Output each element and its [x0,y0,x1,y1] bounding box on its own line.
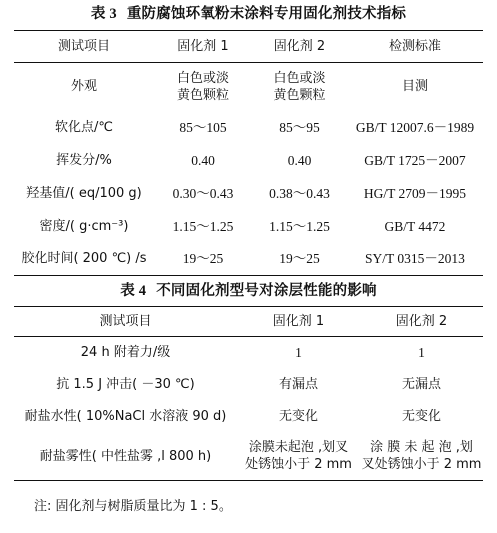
table4 [14,306,483,481]
table3-header-item: 测试项目 [14,31,154,63]
table3-cell-agent1: 0.30～0.43 [172,185,234,201]
table-row [14,177,483,210]
table3-cell-standard: SY/T 0315－2013 [365,251,465,267]
table-row [14,337,483,369]
cell-line: 白色或淡 [176,70,229,86]
table4-cell-item: 24 h 附着力/级 [80,345,171,361]
table4-title: 不同固化剂型号对涂层性能的影响 [156,283,377,299]
table4-cell-agent1: 无变化 [278,409,318,424]
table4-cell-agent2: 1 [418,345,425,361]
table3-cell-standard: GB/T 1725－2007 [364,152,466,168]
table3-cell-agent1: 85～105 [179,119,227,135]
table3-cell-item: 软化点/℃ [55,119,113,135]
table4-number: 表 4 [120,283,147,299]
table4-header-curing-agent-2: 固化剂 2 [360,307,483,337]
table3-cell-standard: HG/T 2709－1995 [363,185,467,201]
cell-line: 处锈蚀小于 2 mm [245,457,352,473]
cell-line: 叉处锈蚀小于 2 mm [361,457,482,473]
table4-cell-item: 抗 1.5 J 冲击( －30 ℃) [56,377,195,392]
table4-cell-agent2: 无漏点 [401,377,441,392]
table3 [14,30,483,276]
table3-title: 重防腐蚀环氧粉末涂料专用固化剂技术指标 [126,6,407,22]
table4-caption [14,276,483,306]
table4-cell-item: 耐盐水性( 10%NaCl 水溶液 90 d) [24,409,227,424]
table3-cell-item: 挥发分/% [56,152,112,168]
table-row [14,401,483,433]
table3-cell-agent2: 0.38～0.43 [269,185,330,201]
table-row [14,63,483,111]
table4-cell-item: 耐盐雾性( 中性盐雾 ,l 800 h) [39,448,212,464]
table3-caption [14,0,483,30]
table-row [14,144,483,177]
table3-header-row [14,31,483,63]
table3-cell-agent2: 0.40 [287,152,312,168]
table4-cell-agent1 [237,433,360,481]
table3-cell-agent1: 19～25 [182,251,224,267]
table3-cell-agent1 [154,63,252,111]
cell-line: 白色或淡 [273,70,326,86]
cell-line: 涂膜未起泡 ,划叉 [248,440,349,456]
table3-cell-agent2: 1.15～1.25 [269,218,330,234]
cell-line: 涂 膜 未 起 泡 ,划 [370,440,473,456]
table-row [14,369,483,401]
table3-cell-standard: 目测 [401,79,428,95]
table3-cell-agent2: 85～95 [279,119,320,135]
table4-cell-agent2 [360,433,483,481]
table4-cell-agent1: 1 [295,345,302,361]
table-row [14,111,483,144]
table-row [14,433,483,481]
table3-cell-standard: GB/T 4472 [384,218,446,234]
table3-cell-agent1: 1.15～1.25 [172,218,234,234]
table3-cell-item: 羟基值/( eq/100 g) [26,185,142,201]
table-row [14,210,483,243]
cell-line: 黄色颗粒 [273,87,326,103]
table3-header-standard: 检测标准 [347,31,483,63]
table3-cell-item: 密度/( g·cm⁻³) [39,218,129,234]
table3-header-curing-agent-1: 固化剂 1 [154,31,252,63]
table3-cell-item: 外观 [70,79,97,95]
table3-cell-item: 胶化时间( 200 ℃) /s [21,251,147,267]
table3-header-curing-agent-2: 固化剂 2 [252,31,347,63]
table3-number: 表 3 [90,6,117,22]
table3-cell-standard: GB/T 12007.6－1989 [355,119,475,135]
table-note: 注: 固化剂与树脂质量比为 1 : 5。 [34,499,232,514]
table4-header-item: 测试项目 [14,307,237,337]
table4-cell-agent2: 无变化 [401,409,441,424]
table4-cell-agent1: 有漏点 [278,377,318,392]
table3-cell-agent1: 0.40 [191,152,215,168]
table-row [14,243,483,276]
table3-cell-agent2 [252,63,347,111]
table4-header-curing-agent-1: 固化剂 1 [237,307,360,337]
cell-line: 黄色颗粒 [176,87,229,103]
table3-cell-agent2: 19～25 [279,251,320,267]
table4-header-row [14,307,483,337]
